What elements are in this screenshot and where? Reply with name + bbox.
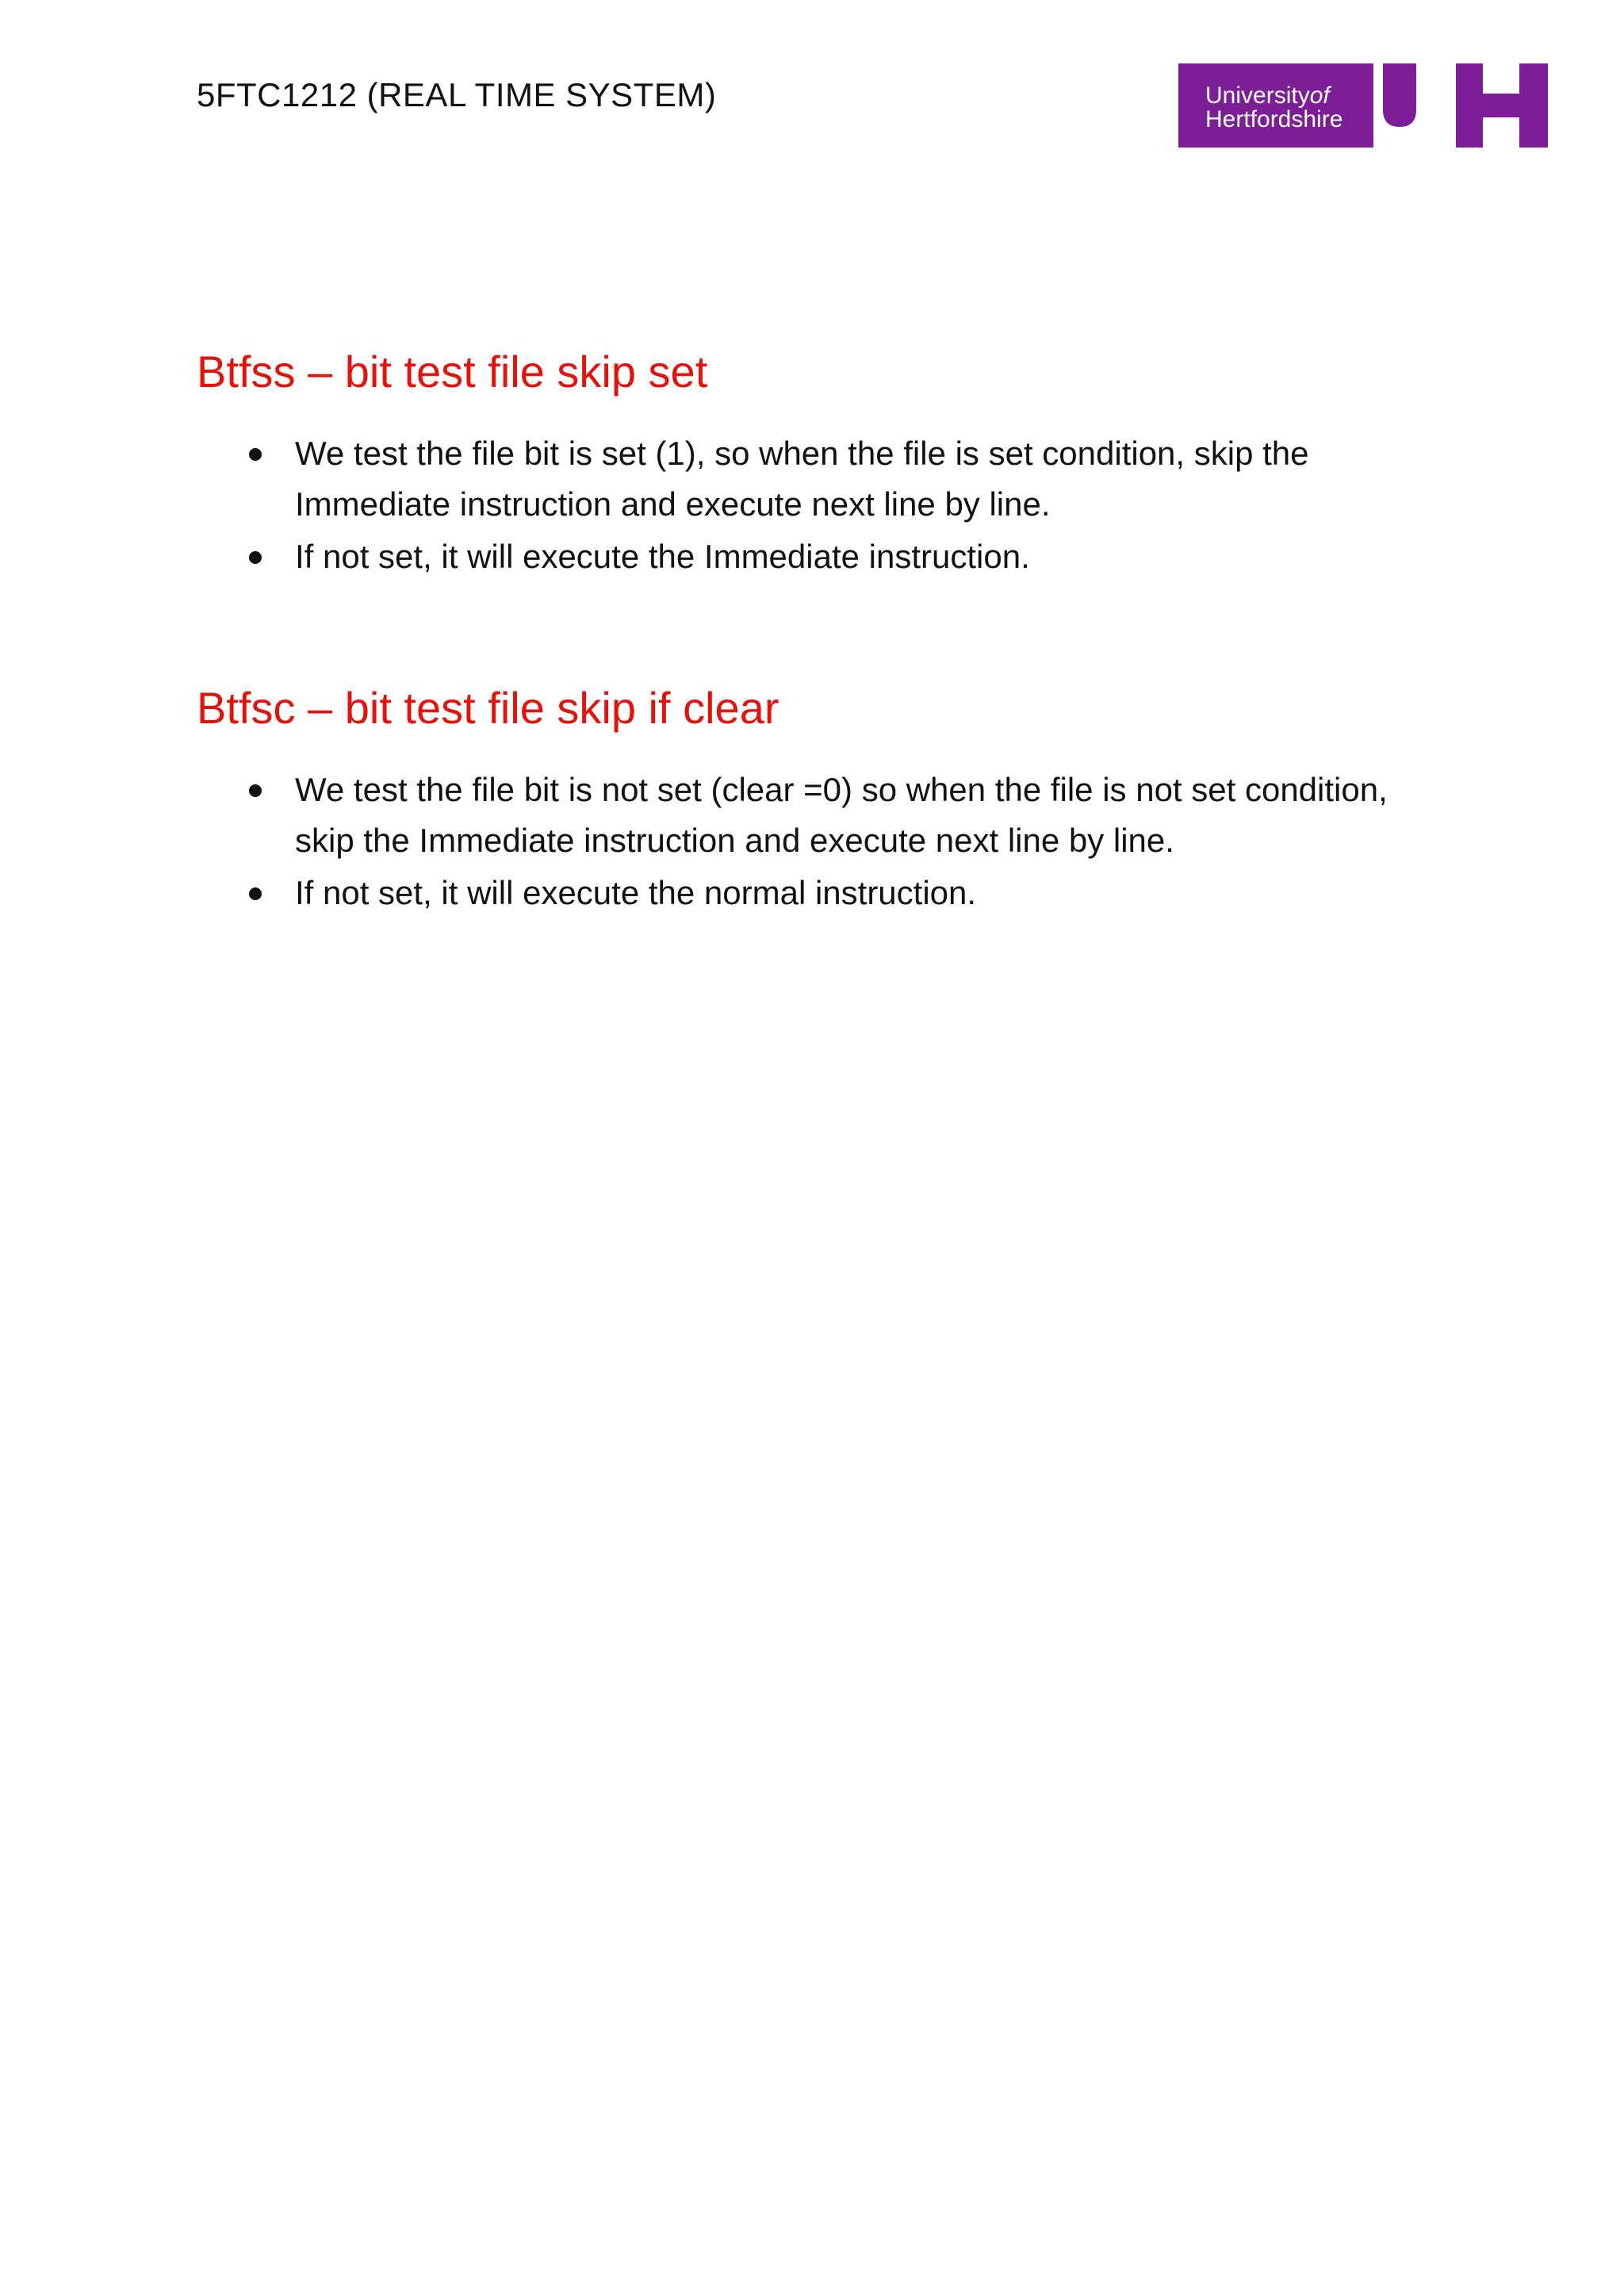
- list-item: [197, 428, 1434, 530]
- bullet-text: If not set, it will execute the normal instruction.: [295, 874, 977, 911]
- bullet-text: We test the file bit is set (1), so when the file is set condition, skip the Immediate instruction and execute next line by line.: [295, 435, 1309, 523]
- logo-h-shape: [1456, 63, 1548, 148]
- bullet-text: If not set, it will execute the Immediate instruction.: [295, 538, 1030, 575]
- bullet-icon: [249, 887, 262, 900]
- logo-line2: Hertfordshire: [1205, 106, 1343, 132]
- svg-text:Universityof: [1205, 82, 1331, 109]
- university-logo: [1178, 63, 1548, 148]
- list-item: [197, 531, 1434, 582]
- bullet-list-btfss: [197, 428, 1434, 584]
- logo-line1-of: of: [1309, 82, 1330, 109]
- bullet-list-btfsc: [197, 765, 1434, 920]
- section-title-btfsc: Btfsc – bit test file skip if clear: [197, 683, 779, 733]
- logo-line1: University: [1205, 82, 1310, 109]
- bullet-text: We test the file bit is not set (clear =0) so when the file is not set condition, skip the Immediate instruction and execute next line by line.: [295, 771, 1388, 859]
- section-title-btfss: Btfss – bit test file skip set: [197, 347, 708, 397]
- logo-u-shape: [1383, 63, 1416, 127]
- course-title: 5FTC1212 (REAL TIME SYSTEM): [197, 76, 717, 113]
- list-item: [197, 868, 1434, 918]
- bullet-icon: [249, 448, 262, 461]
- bullet-icon: [249, 551, 262, 564]
- bullet-icon: [249, 784, 262, 797]
- list-item: [197, 765, 1434, 866]
